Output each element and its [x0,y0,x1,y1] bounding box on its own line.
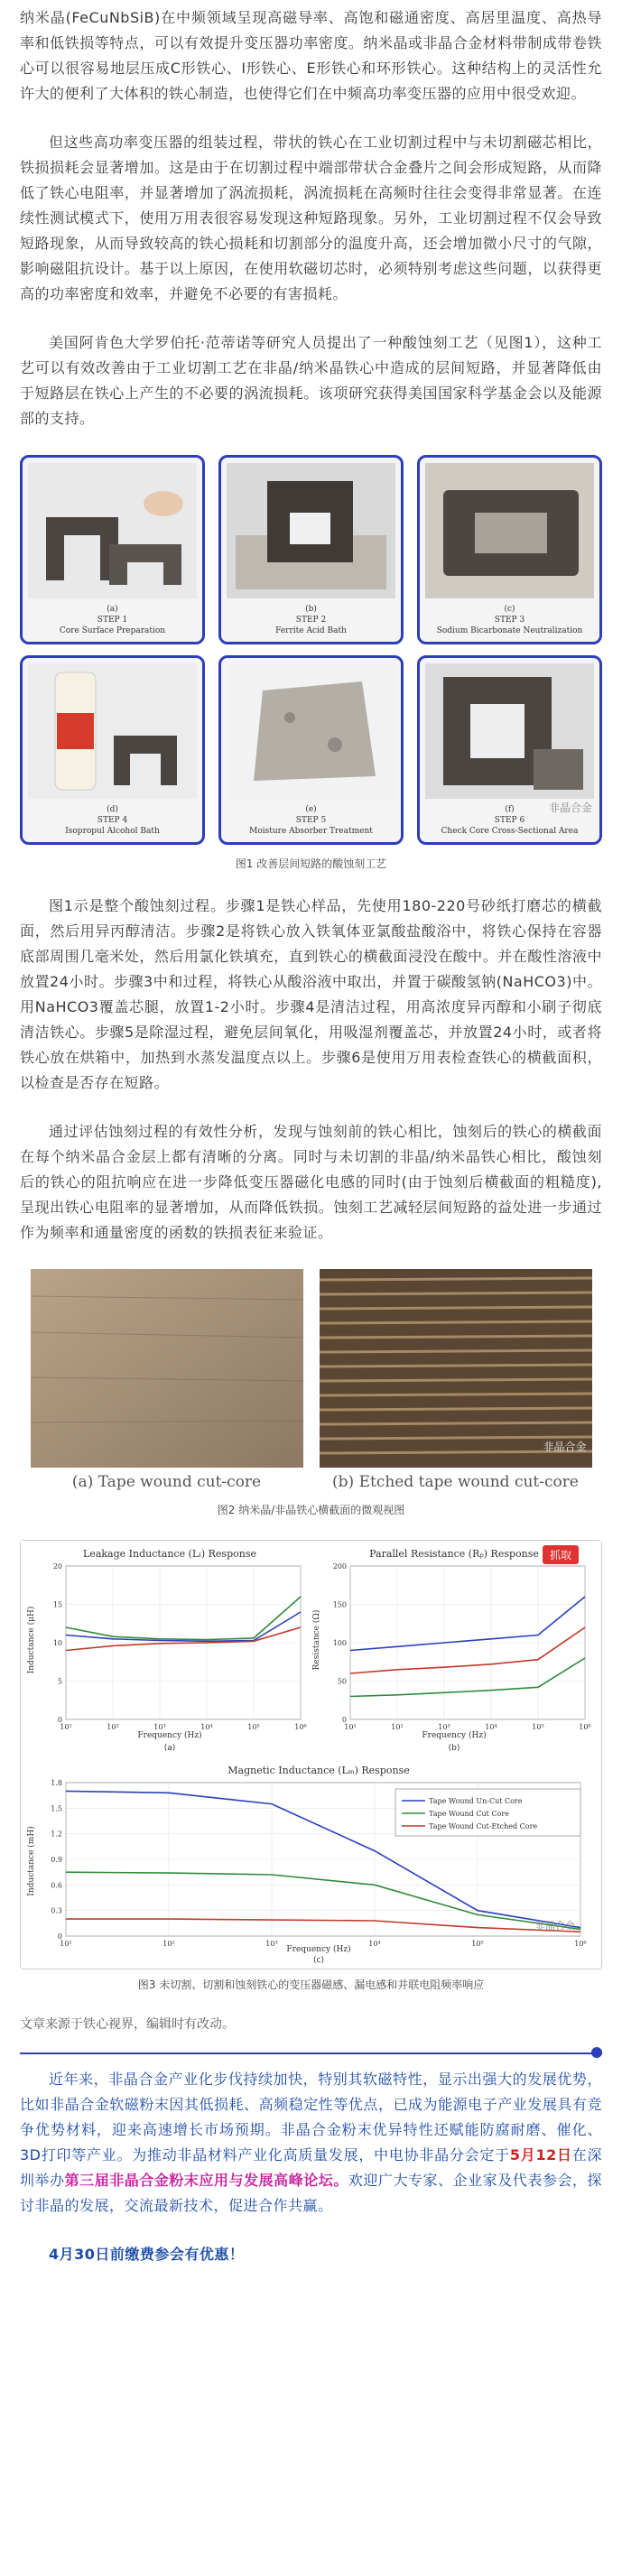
legend-uncut: Tape Wound Un-Cut Core [429,1797,523,1805]
source-note: 文章来源于铁心视界，编辑时有改动。 [20,2017,235,2032]
plot-a-ylabel: Inductance (μH) [27,1606,36,1674]
micro-cut-core-image [31,1269,303,1468]
figure-2-watermark: 非晶合金 [543,1441,587,1453]
plot-c-xtick: 10³ [265,1940,278,1948]
step-4-label: STEP 4 [97,816,128,825]
step-3-num: (c) [504,605,515,614]
plot-b-ylabel: Resistance (Ω) [312,1609,321,1671]
plot-c-xlabel: Frequency (Hz) [286,1945,351,1954]
figure-2-caption: 图2 纳米晶/非晶铁心横截面的微观视图 [217,1504,405,1516]
plot-c-xtick: 10⁴ [368,1940,381,1948]
figure-1-watermark: 非晶合金 [548,802,592,814]
grab-tag[interactable]: 抓取 [543,1545,579,1564]
plot-b-xtick: 10⁴ [485,1723,497,1731]
plot-c-ytick: 0.3 [51,1906,62,1915]
plot-c-ytick: 1.8 [51,1779,62,1787]
step-6-label: STEP 6 [494,816,525,825]
step-4-card [20,655,205,845]
paragraph-result: 通过评估蚀刻过程的有效性分析，发现与蚀刻前的铁心相比，蚀刻后的铁心的横截面在每个纳米晶合金层上都有清晰的分离。同时与未切割的非晶/纳米晶铁心相比，酸蚀刻后的铁心的阻抗响应在进一步降低变压器磁化电感的同时(由于蚀刻后横截面的粗糙度),呈现出铁心电阻率的显著增加，从而降低铁损。蚀刻工艺减轻层间短路的益处进一步通过作为频率和通量密度的函数的铁损表征来验证。 [20,1123,602,1241]
plot-b-xtick: 10⁵ [532,1723,544,1731]
figure-1 [20,455,602,872]
promo-paragraph [20,2067,602,2219]
step-2-desc: Ferrite Acid Bath [275,626,347,635]
plot-a-xtick: 10⁶ [294,1723,307,1731]
figure-3-caption: 图3 未切割、切割和蚀刻铁心的变压器磁感、漏电感和并联电阻频率响应 [137,1978,485,1991]
micro-cut-core [31,1269,303,1495]
plot-c-xtick: 10¹ [60,1940,72,1948]
plot-a-xtick: 10⁴ [200,1723,213,1731]
step-3-desc: Sodium Bicarbonate Neutralization [436,626,583,635]
figure-3 [20,1540,602,1993]
plot-b-xtick: 10² [391,1723,404,1731]
step-2-label: STEP 2 [295,616,327,625]
plot-a-ytick: 0 [57,1716,62,1724]
plot-b-xtick: 10³ [438,1723,450,1731]
step-5-card [218,655,404,845]
figure-1-row-1 [20,455,602,644]
figure-3-plots [20,1540,602,1969]
legend-cut: Tape Wound Cut Core [429,1810,509,1818]
figure-1-caption: 图1 改善层间短路的酸蚀刻工艺 [235,857,387,870]
micro-etched-core-image [320,1269,592,1468]
promo-conference: 第三届非晶合金粉末应用与发展高峰论坛。 [64,2172,348,2189]
plot-b-ytick: 0 [341,1716,347,1724]
plot-c-ytick: 1.5 [51,1804,62,1813]
plot-c-title: Magnetic Inductance (Lₘ) Response [227,1765,410,1776]
step-4-desc: Isopropul Alcohol Bath [65,827,160,836]
step-4-photo [28,663,197,799]
plot-c-ytick: 0.6 [51,1881,62,1890]
divider [20,2052,602,2054]
step-2-card [218,455,404,644]
plot-a-xtick: 10³ [153,1723,166,1731]
paragraph-research: 美国阿肯色大学罗伯托·范蒂诺等研究人员提出了一种酸蚀刻工艺（见图1），这种工艺可以有效改善由于工业切割工艺在非晶/纳米晶铁心中造成的层间短路，并显著降低由于短路层在铁心上产生的不必要的涡流损耗。该项研究获得美国国家科学基金会以及能源部的支持。 [20,334,602,427]
figure-1-row-2 [20,655,602,845]
plot-b-title: Parallel Resistance (Rₚ) Response [369,1548,539,1560]
step-6-num: (f) [505,805,515,814]
plot-b-ytick: 150 [332,1600,347,1609]
micro-cut-core-label: (a) Tape wound cut-core [71,1473,262,1491]
step-5-num: (e) [305,805,317,814]
plot-c-ylabel: Inductance (mH) [27,1826,36,1896]
figure-2 [20,1269,602,1518]
plot-a-xtick: 10⁵ [247,1723,260,1731]
plot-c-ytick: 0 [57,1932,62,1941]
deadline-note: 4月30日前缴费参会有优惠！ [49,2246,245,2263]
plot-a-ytick: 10 [52,1639,62,1647]
plot-a-ytick: 20 [52,1562,62,1571]
plot-b-ytick: 50 [337,1677,347,1686]
step-3-photo [425,463,594,598]
plot-a-xlabel: Frequency (Hz) [137,1731,202,1740]
plot-c-ytick: 1.2 [51,1830,62,1839]
figure-3-watermark: 非晶合金 [535,1920,575,1932]
plot-b-xtick: 10¹ [344,1723,357,1731]
step-6-photo [425,663,594,799]
paragraph-problem: 但这些高功率变压器的组装过程，带状的铁心在工业切割过程中与未切割磁芯相比，铁损损耗会显著增加。这是由于在切割过程中端部带状合金叠片之间会形成短路，从而降低了铁心电阻率，并显著增加了涡流损耗，涡流损耗在高频时往往会变得非常显著。在连续性测试模式下，使用万用表很容易发现这种短路现象。另外，工业切割过程不仅会导致短路现象，从而导致较高的铁心损耗和切割部分的温度升高，还会增加微小尺寸的气隙，影响磁阻抗设计。基于以上原因，在使用软磁切芯时，必须特别考虑这些问题，以获得更高的功率密度和效率，并避免不必要的有害损耗。 [20,134,602,302]
plot-a-title: Leakage Inductance (Lₗ) Response [83,1548,256,1560]
step-2-num: (b) [305,605,317,614]
step-1-label: STEP 1 [97,616,128,625]
micro-etched-core-label: (b) Etched tape wound cut-core [332,1473,579,1491]
plot-b-sub: (b) [448,1744,460,1753]
step-1-desc: Core Surface Preparation [59,626,166,635]
plot-a-xtick: 10¹ [60,1723,72,1731]
plot-a-ytick: 15 [52,1600,62,1609]
figure-3-svg [21,1541,601,1965]
step-1-photo [28,463,197,598]
step-5-desc: Moisture Absorber Treatment [249,827,373,836]
plot-c-xtick: 10⁵ [471,1940,484,1948]
step-2-photo [227,463,395,598]
step-3-label: STEP 3 [494,616,525,625]
step-1-num: (a) [107,605,118,614]
plot-c-xtick: 10² [162,1940,175,1948]
article [0,5,622,2576]
plot-c-legend [395,1789,580,1836]
step-5-label: STEP 5 [295,816,327,825]
promo-text-b: 在深圳举办 [20,2146,602,2189]
plot-a-ytick: 5 [57,1677,62,1686]
step-5-photo [227,663,395,799]
micro-etched-core [320,1269,592,1495]
plot-c-ytick: 0.9 [51,1856,62,1864]
promo-text-a: 近年来，非晶合金产业化步伐持续加快，特别其软磁特性，显示出强大的发展优势，比如非晶合金软磁粉末因其低损耗、高频稳定性等优点，已成为能源电子产业发展具有竞争优势材料，迎来高速增长市场预期。非晶合金粉末优异特性还赋能防腐耐磨、催化、3D打印等产业。为推动非晶材料产业化高质量发展，中电协非晶分会定于 [20,2071,602,2164]
plot-b-xtick: 10⁶ [579,1723,591,1731]
step-1-card [20,455,205,644]
step-6-card [417,655,602,845]
promo-date: 5月12日 [509,2146,572,2164]
figure-2-row [20,1269,602,1495]
plot-b-ytick: 200 [332,1562,347,1571]
paragraph-intro: 纳米晶(FeCuNbSiB)在中频领域呈现高磁导率、高饱和磁通密度、高居里温度、高热导率和低铁损等特点，可以有效提升变压器功率密度。纳米晶或非晶合金材料带制成带卷铁心可以很容易地层压成C形铁心、I形铁心、E形铁心和环形铁心。这种结构上的灵活性允许大的便利了大体积的铁心制造，也使得它们在中频高功率变压器的应用中很受欢迎。 [20,9,602,102]
plot-b-xlabel: Frequency (Hz) [422,1731,487,1740]
legend-etched: Tape Wound Cut-Etched Core [429,1822,538,1830]
paragraph-process: 图1示是整个酸蚀刻过程。步骤1是铁心样品，先使用180-220号砂纸打磨芯的横截面，然后用异丙醇清洁。步骤2是将铁心放入铁氧体亚氯酸盐酸浴中，将铁心保持在容器底部周围几毫米处，然后用氯化铁填充，直到铁心的横截面浸没在酸中。并在酸性溶液中放置24小时。步骤3中和过程，将铁心从酸浴液中取出，并置于碳酸氢钠(NaHCO3)中。用NaHCO3覆盖芯腿，放置1-2小时。步骤4是清洁过程，用高浓度异丙醇和小刷子彻底清洁铁心。步骤5是除湿过程，避免层间氧化，用吸湿剂覆盖芯，并放置24小时，或者将铁心放在烘箱中，加热到水蒸发温度点以上。步骤6是使用万用表检查铁心的横截面积，以检查是否存在短路。 [20,897,602,1091]
promo-text-c: 欢迎广大专家、企业家及代表参会，探讨非晶的发展，交流最新技术，促进合作共赢。 [20,2172,602,2214]
step-6-desc: Check Core Cross-Sectional Area [441,827,579,836]
plot-b-ytick: 100 [332,1639,347,1647]
plot-a-xtick: 10² [107,1723,119,1731]
plot-c-xtick: 10⁶ [574,1940,587,1948]
step-4-num: (d) [107,805,118,814]
step-3-card [417,455,602,644]
plot-a-sub: (a) [163,1744,176,1753]
plot-c-sub: (c) [313,1956,324,1965]
